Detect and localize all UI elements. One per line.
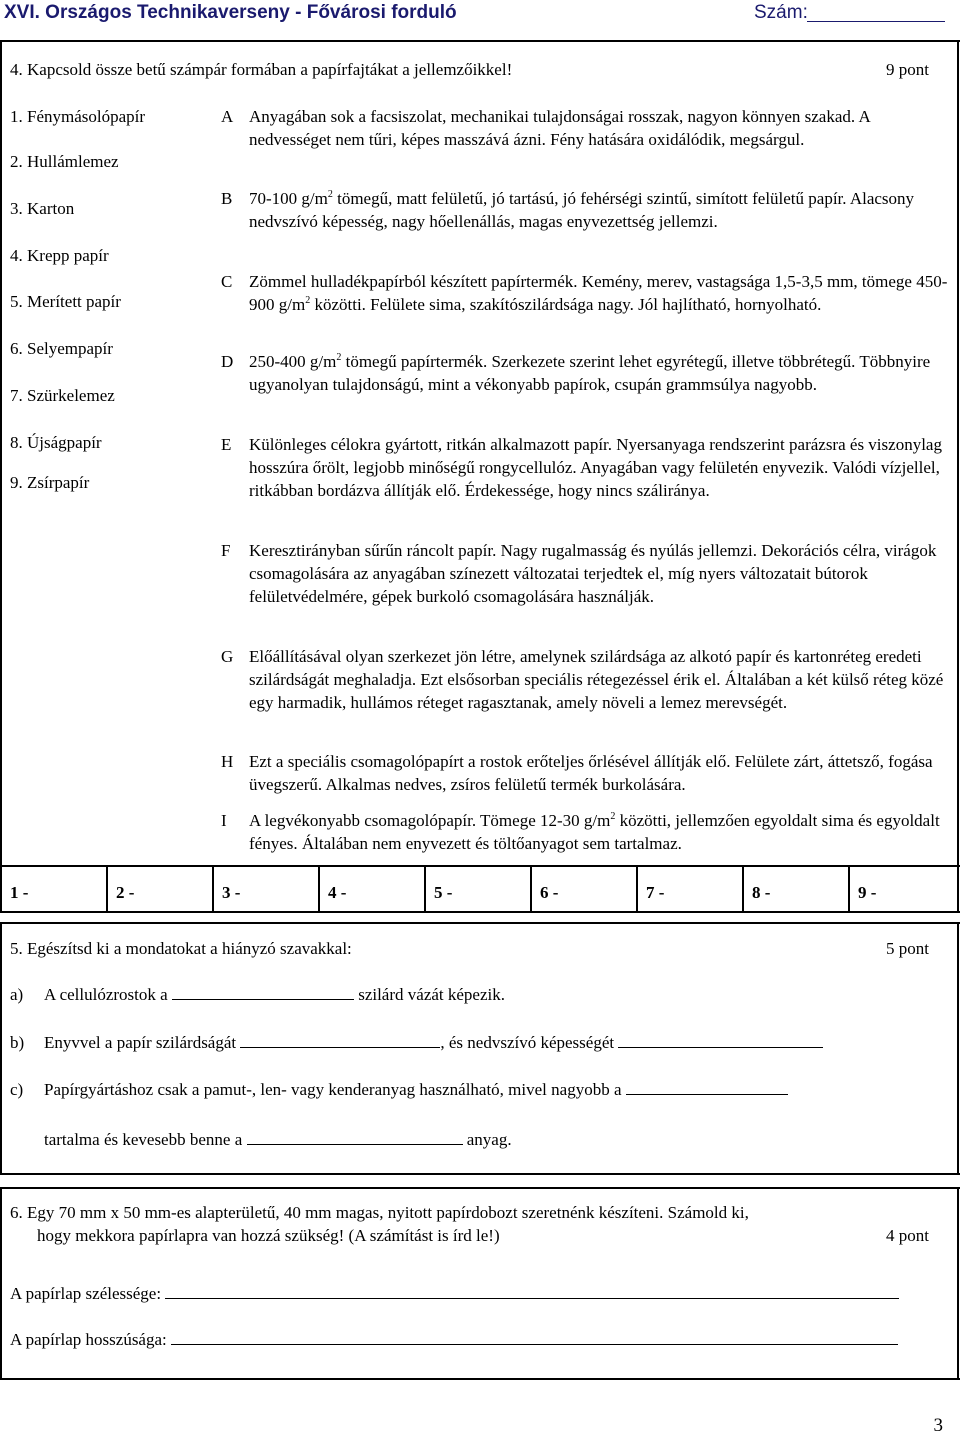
- description-text: 250-400 $g/m^2$ tömegű papírtermék. Szerkezete szerint lehet egyrétegű, illetve többrétegű. Többnyire ugyanolyan tulajdonságú, mint a vékonyabb papírok, csupán grammsúlya nagyobb.: [249, 352, 931, 394]
- paper-type-item: 8. Újságpapír: [10, 433, 102, 452]
- description-text: Zömmel hulladékpapírból készített papírtermék. Kemény, merev, vastagsága 1,5-3,5 mm, tömege 450-900 $g/m^2$ közötti. Felülete sima, szakítószilárdsága nagy. Jól hajlítható, hornyolható.: [249, 272, 948, 314]
- paper-type-item: 9. Zsírpapír: [10, 473, 90, 492]
- answer-cell[interactable]: 9 -: [858, 883, 877, 902]
- task5-c-sentence-cont: tartalma és kevesebb benne a anyag.: [44, 1130, 512, 1149]
- page-number: 3: [933, 1415, 943, 1436]
- paper-width-blank[interactable]: [165, 1282, 899, 1299]
- task5-box-top: [0, 922, 960, 924]
- description-text: Különleges célokra gyártott, ritkán alkalmazott papír. Nyersanyaga rendszerint parázsra és viszonylag hosszúra őrölt, legjobb minőségű rongycellulóz. Anyagában vagy felületén enyvezik. Valódi vízjellel, ritkábban bordázva állítják elő. Érdekessége, hogy nincs száliránya.: [249, 435, 942, 500]
- paper-type-item: 3. Karton: [10, 199, 75, 218]
- answer-cell[interactable]: 5 -: [434, 883, 453, 902]
- task5-c-label: c): [10, 1080, 24, 1099]
- number-blank-line[interactable]: [807, 21, 945, 22]
- description-letter: B: [221, 189, 233, 208]
- paper-length-row: A papírlap hosszúsága:: [10, 1328, 898, 1351]
- description-letter: I: [221, 811, 227, 830]
- answer-cell[interactable]: 2 -: [116, 883, 135, 902]
- answer-row-bottom: [0, 911, 960, 913]
- page-header-title: XVI. Országos Technikaverseny - Fővárosi forduló: [4, 2, 457, 23]
- task5-a-sentence: A cellulózrostok a szilárd vázát képezik.: [44, 985, 505, 1004]
- task6-points: 4 pont: [886, 1226, 929, 1245]
- answer-cell[interactable]: 8 -: [752, 883, 771, 902]
- description-text: Keresztirányban sűrűn ráncolt papír. Nagy rugalmasság és nyúlás jellemzi. Dekorációs célra, virágok csomagolására az anyagában színezett változatai terjedtek el, míg nyers változatait bútorok felületvédelmére, gépek burkoló csomagolására használják.: [249, 541, 937, 606]
- blank-b1[interactable]: [240, 1031, 440, 1048]
- description-letter: C: [221, 272, 233, 291]
- task5-a-label: a): [10, 985, 24, 1004]
- blank-a[interactable]: [172, 983, 354, 1000]
- blank-c2[interactable]: [247, 1128, 463, 1145]
- answer-cell[interactable]: 7 -: [646, 883, 665, 902]
- task5-box-bottom: [0, 1173, 960, 1175]
- answer-cell[interactable]: 3 -: [222, 883, 241, 902]
- paper-width-row: A papírlap szélessége:: [10, 1282, 899, 1305]
- task6-question-line2: hogy mekkora papírlapra van hozzá szükség! (A számítást is írd le!): [37, 1226, 500, 1245]
- blank-b2[interactable]: [618, 1031, 823, 1048]
- header-divider: [0, 40, 960, 42]
- paper-type-item: 7. Szürkelemez: [10, 386, 115, 405]
- paper-type-item: 2. Hullámlemez: [10, 152, 119, 171]
- task5-title: 5. Egészítsd ki a mondatokat a hiányzó szavakkal:: [10, 939, 352, 958]
- task4-title: 4. Kapcsold össze betű számpár formában a papírfajtákat a jellemzőikkel!: [10, 60, 513, 79]
- task5-b-label: b): [10, 1033, 25, 1052]
- task6-box-bottom: [0, 1378, 960, 1380]
- description-letter: F: [221, 541, 231, 560]
- description-text: A legvékonyabb csomagolópapír. Tömege 12-30 $g/m^2$ közötti, jellemzően egyoldalt sima és egyoldalt fényes. Általában nem enyvezett és töltőanyagot sem tartalmaz.: [249, 811, 940, 853]
- answer-row-top: [0, 865, 960, 867]
- task5-c-sentence: Papírgyártáshoz csak a pamut-, len- vagy kenderanyag használható, mivel nagyobb a: [44, 1078, 788, 1101]
- task4-points: 9 pont: [886, 60, 929, 79]
- description-text: Anyagában sok a facsiszolat, mechanikai tulajdonságai rosszak, nagyon könnyen szakad. A nedvességet nem tűri, képes masszává ázni. Fény hatására oxidálódik, megsárgul.: [249, 107, 870, 149]
- task5-b-sentence: Enyvvel a papír szilárdságát , és nedvszívó képességét: [44, 1031, 823, 1054]
- task6-box-left: [0, 1187, 2, 1379]
- paper-length-blank[interactable]: [171, 1328, 898, 1345]
- answer-cell[interactable]: 1 -: [10, 883, 29, 902]
- description-text: Ezt a speciális csomagolópapírt a rostok erőteljes őrlésével állítják elő. Felülete zárt, áttetsző, fogása üvegszerű. Alkalmas nedves, zsíros felületű termék burkolására.: [249, 752, 933, 794]
- task6-box-right: [957, 1187, 959, 1379]
- task6-box-top: [0, 1187, 960, 1189]
- paper-type-item: 6. Selyempapír: [10, 339, 113, 358]
- task5-box-right: [957, 922, 959, 1174]
- answer-cell[interactable]: 4 -: [328, 883, 347, 902]
- task5-points: 5 pont: [886, 939, 929, 958]
- paper-type-item: 1. Fénymásolópapír: [10, 107, 146, 126]
- description-letter: A: [221, 107, 234, 126]
- paper-type-item: 5. Merített papír: [10, 292, 121, 311]
- description-letter: D: [221, 352, 234, 371]
- description-letter: G: [221, 647, 234, 666]
- description-text: 70-100 $g/m^2$ tömegű, matt felületű, jó tartású, jó fehérségi szintű, simított felületű papír. Alacsony nedvszívó képesség, nagy hőellenállás, magas enyvezettség jellemzi.: [249, 189, 915, 231]
- task5-box-left: [0, 922, 2, 1174]
- answer-cell[interactable]: 6 -: [540, 883, 559, 902]
- paper-type-item: 4. Krepp papír: [10, 246, 109, 265]
- description-letter: E: [221, 435, 232, 454]
- task4-box-left: [0, 40, 2, 912]
- task6-question-line1: 6. Egy 70 mm x 50 mm-es alapterületű, 40 mm magas, nyitott papírdobozt szeretnénk készíteni. Számold ki,: [10, 1203, 749, 1222]
- task4-box-right: [957, 40, 959, 912]
- description-text: Előállításával olyan szerkezet jön létre, amelynek szilárdsága az alkotó papír és kartonréteg eredeti szilárdságát meghaladja. Ezt elsősorban speciális rétegezéssel érik el. Általában a két külső réteg közé egy harmadik, hullámos réteget ragasztanak, amely növeli a lemez merevségét.: [249, 647, 944, 712]
- page-header-number-label: Szám:: [754, 2, 808, 23]
- blank-c1[interactable]: [626, 1078, 788, 1095]
- description-letter: H: [221, 752, 234, 771]
